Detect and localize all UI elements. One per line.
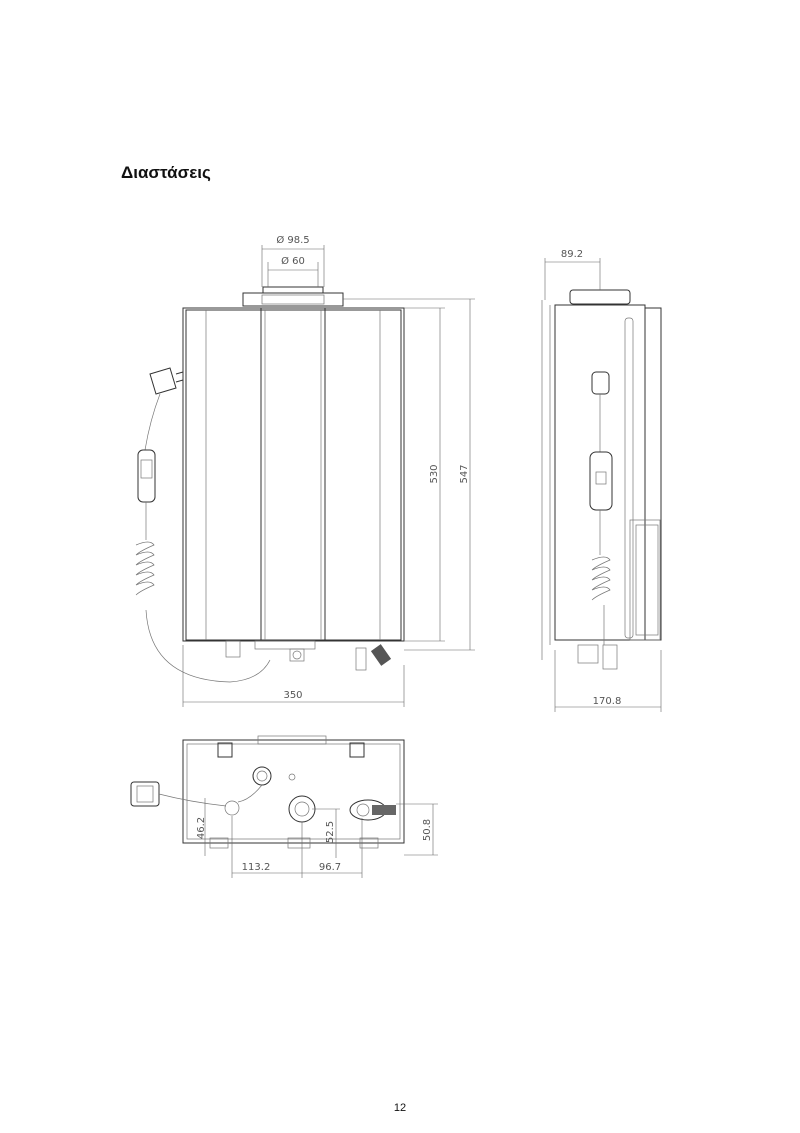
page-number: 12 (393, 1102, 407, 1114)
front-view (136, 234, 475, 707)
bottom-view (131, 736, 438, 878)
dim-height-body: 530 (429, 464, 440, 484)
dim-flue-inner: Ø 60 (281, 256, 305, 267)
side-view (542, 249, 661, 712)
dim-gas-inlet-height: 52.5 (325, 820, 336, 844)
dim-right-connector-height: 50.8 (422, 818, 433, 842)
dim-side-depth: 170.8 (592, 696, 622, 707)
dim-bottom-left-offset: 46.2 (196, 816, 207, 840)
section-title: Διαστάσεις (121, 163, 211, 182)
dim-left-spacing: 113.2 (241, 862, 271, 873)
dim-flue-outer: Ø 98.5 (276, 235, 310, 246)
dim-height-total: 547 (459, 464, 470, 484)
dim-width: 350 (283, 690, 303, 701)
dim-right-spacing: 96.7 (318, 862, 342, 873)
dim-side-depth-top: 89.2 (560, 249, 584, 260)
